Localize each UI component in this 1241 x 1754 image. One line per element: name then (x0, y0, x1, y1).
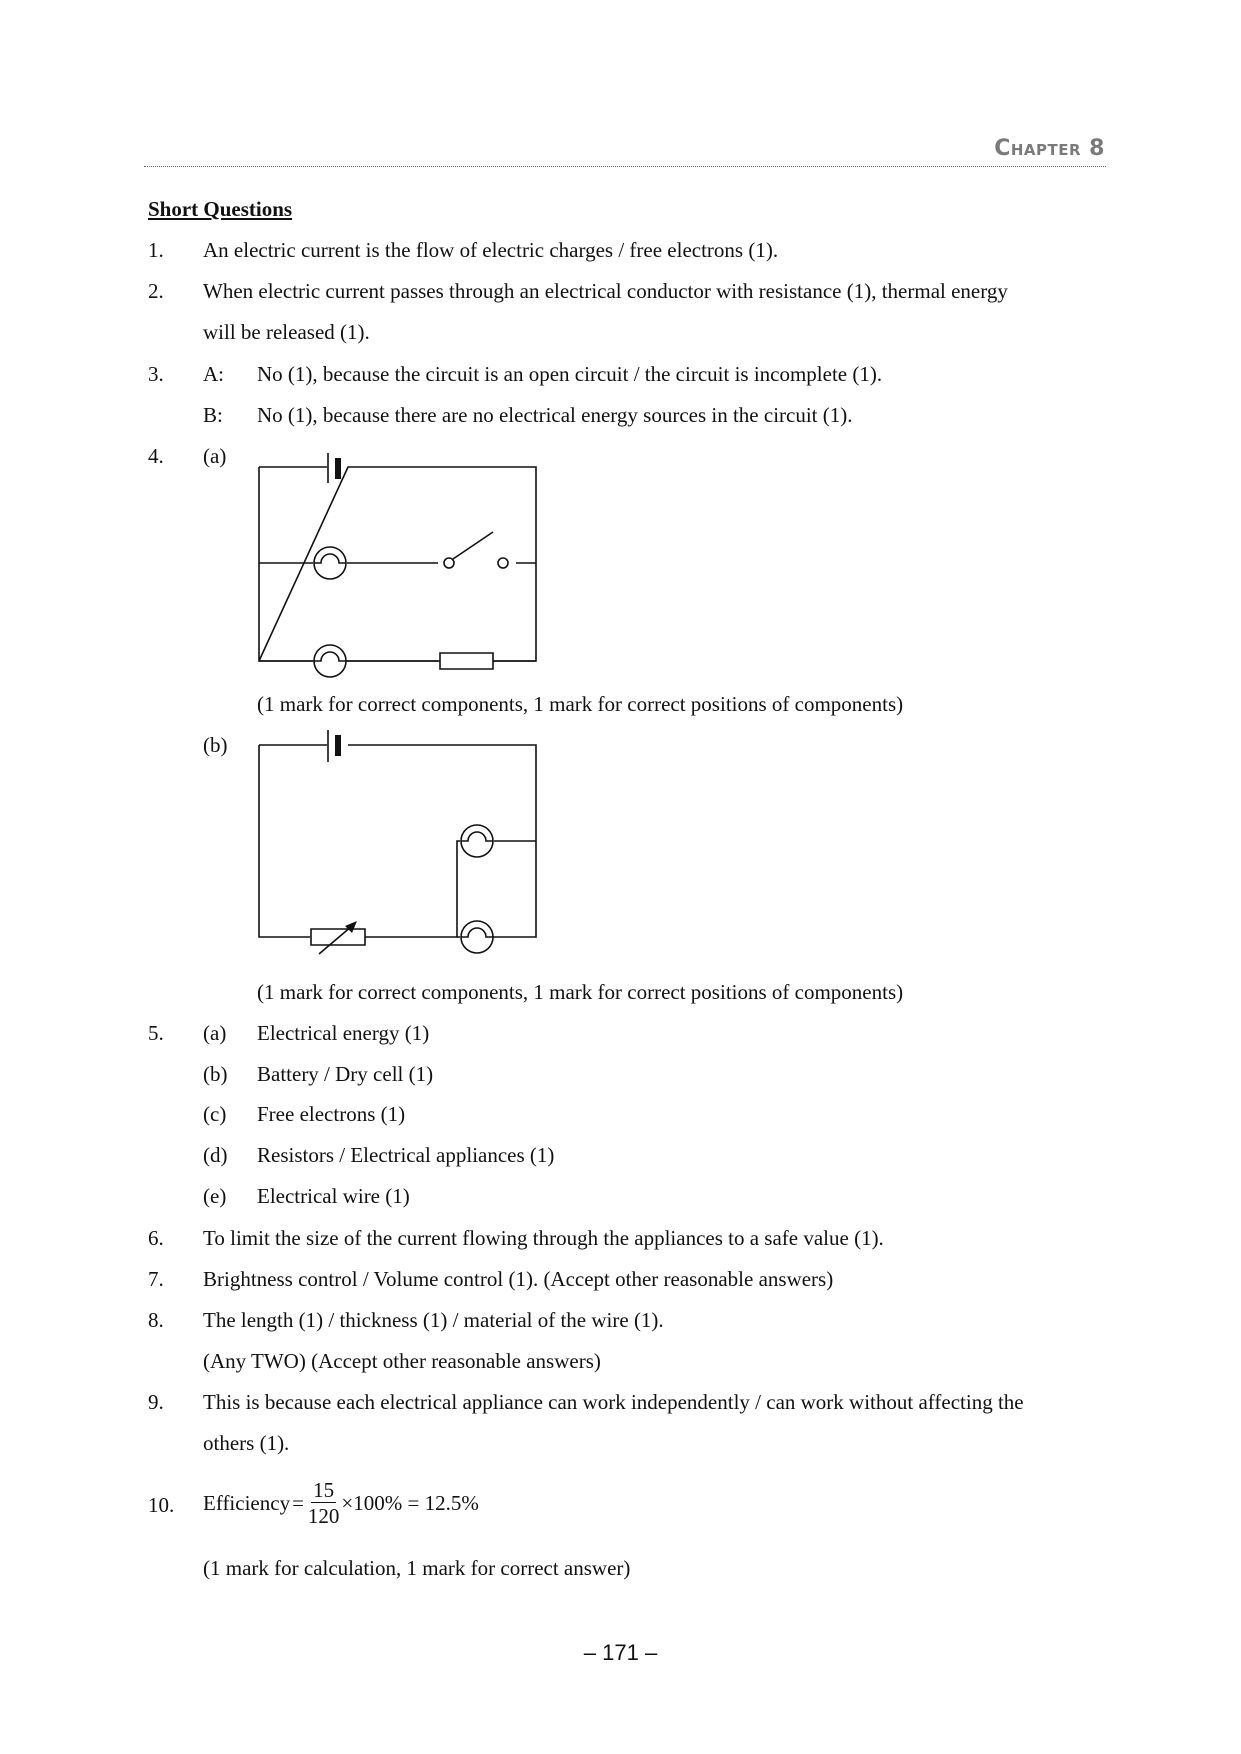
answer-text: Electrical energy (1) (257, 1021, 430, 1045)
answer-text: This is because each electrical appliance can work independently / can work without affecting the (203, 1390, 1024, 1414)
part-label: B: (203, 403, 223, 427)
wire (259, 745, 536, 937)
bulb-icon (314, 645, 346, 677)
part-label: (c) (203, 1102, 227, 1126)
question-number: 1. (148, 238, 164, 262)
question-number: 9. (148, 1390, 164, 1414)
chapter-header: Chapter 8 (994, 136, 1105, 161)
switch-icon (444, 532, 508, 568)
part-label: A: (203, 362, 224, 386)
answer-text: (Any TWO) (Accept other reasonable answers) (203, 1349, 601, 1373)
part-label: (e) (203, 1184, 227, 1208)
bulb-icon (461, 921, 493, 953)
circuit-diagram-a (250, 445, 550, 675)
answer-text: Resistors / Electrical appliances (1) (257, 1143, 555, 1167)
resistor-icon (440, 653, 493, 669)
marking-note: (1 mark for calculation, 1 mark for correct answer) (203, 1556, 631, 1580)
question-number: 10. (148, 1493, 175, 1517)
question-number: 3. (148, 362, 164, 386)
variable-resistor-icon (311, 921, 365, 954)
answer-text: An electric current is the flow of electric charges / free electrons (1). (203, 238, 779, 262)
section-heading: Short Questions (148, 197, 293, 221)
part-label: (a) (203, 1021, 227, 1045)
header-divider (144, 166, 1106, 167)
efficiency-equation (203, 1468, 479, 1538)
answer-text: Brightness control / Volume control (1). (Accept other reasonable answers) (203, 1267, 834, 1291)
equation-lhs: Efficiency (203, 1491, 291, 1515)
question-number: 8. (148, 1308, 164, 1332)
question-number: 4. (148, 444, 164, 468)
answer-text: others (1). (203, 1431, 290, 1455)
answer-text: The length (1) / thickness (1) / material of the wire (1). (203, 1308, 664, 1332)
answer-text: Battery / Dry cell (1) (257, 1062, 434, 1086)
question-number: 2. (148, 279, 164, 303)
fraction-denominator: 120 (307, 1503, 340, 1528)
answer-text: When electric current passes through an electrical conductor with resistance (1), thermal energy (203, 279, 1008, 303)
bulb-icon (461, 825, 493, 857)
part-label: (b) (203, 1062, 228, 1086)
bulb-icon (314, 547, 346, 579)
fraction-numerator: 15 (313, 1477, 335, 1502)
answer-text: No (1), because there are no electrical energy sources in the circuit (1). (257, 403, 853, 427)
question-number: 7. (148, 1267, 164, 1291)
equation-equals: = (292, 1491, 304, 1515)
question-number: 6. (148, 1226, 164, 1250)
answer-text: To limit the size of the current flowing through the appliances to a safe value (1). (203, 1226, 884, 1250)
marking-note: (1 mark for correct components, 1 mark for correct positions of components) (257, 980, 904, 1004)
answer-text: Free electrons (1) (257, 1102, 406, 1126)
cell-icon (328, 730, 341, 762)
page-number: – 171 – (583, 1640, 658, 1665)
answer-text: Electrical wire (1) (257, 1184, 410, 1208)
cell-icon (314, 453, 341, 483)
equation-rhs: ×100% = 12.5% (341, 1491, 479, 1515)
question-number: 5. (148, 1021, 164, 1045)
part-label: (b) (203, 733, 228, 757)
circuit-diagram-b (250, 730, 550, 960)
part-label: (a) (203, 444, 227, 468)
answer-text: will be released (1). (203, 320, 370, 344)
part-label: (d) (203, 1143, 228, 1167)
fraction (308, 1478, 340, 1529)
answer-text: No (1), because the circuit is an open circuit / the circuit is incomplete (1). (257, 362, 883, 386)
wire (259, 467, 536, 661)
marking-note: (1 mark for correct components, 1 mark for correct positions of components) (257, 692, 904, 716)
